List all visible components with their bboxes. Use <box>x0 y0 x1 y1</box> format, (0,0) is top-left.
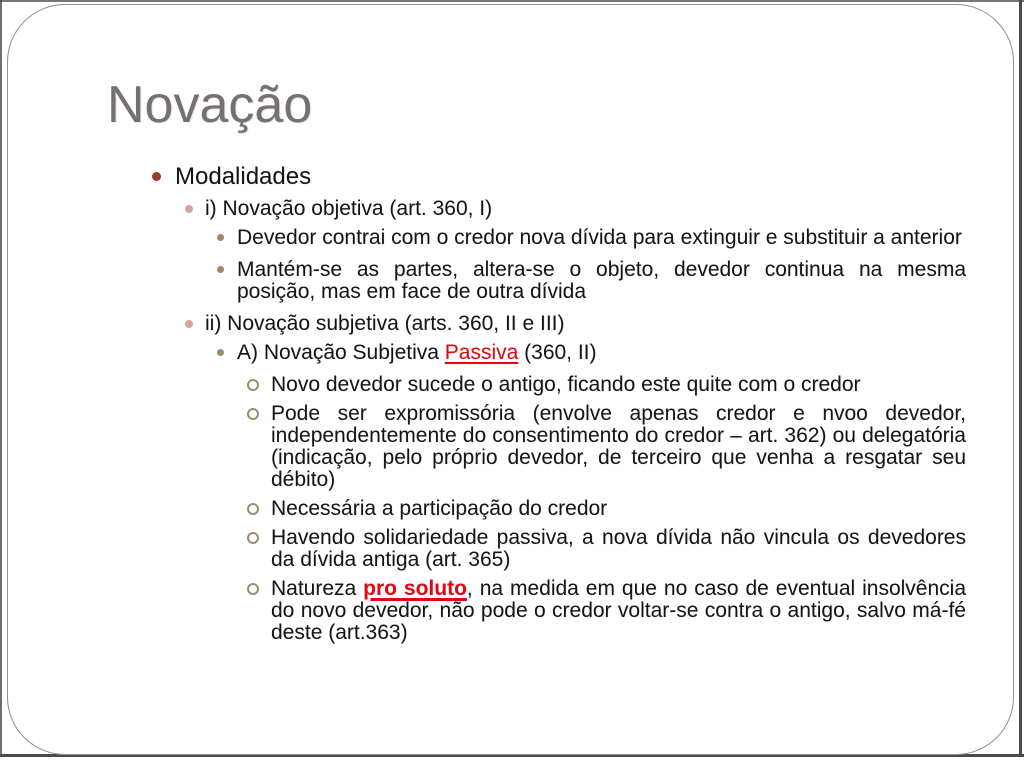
list-item-text: Pode ser expromissória (envolve apenas credor e nvoo devedor, independentemente do consentimento do credor – art. 362) ou delegatória (indicação, pelo próprio devedor, de terceiro que venha a resgatar seu débito) <box>271 402 966 491</box>
list-item <box>140 403 966 491</box>
list-item <box>140 527 966 571</box>
slide-edge-top <box>0 0 1024 2</box>
bullet-icon <box>217 266 224 273</box>
list-item-text: Novo devedor sucede o antigo, ficando este quite com o credor <box>271 373 861 396</box>
list-item-text: Natureza <box>271 577 364 600</box>
circle-bullet-icon <box>247 379 259 391</box>
bullet-icon <box>185 320 193 328</box>
list-item-text: i) Novação objetiva (art. 360, I) <box>205 197 493 220</box>
circle-bullet-icon <box>247 408 259 420</box>
slide-body <box>140 160 966 651</box>
slide-title: Novação <box>107 76 313 134</box>
list-item-text: Devedor contrai com o credor nova dívida para extinguir e substituir a anterior <box>237 226 962 249</box>
list-item <box>140 227 966 249</box>
list-item <box>140 498 966 520</box>
list-item-text: ii) Novação subjetiva (arts. 360, II e III) <box>205 312 565 335</box>
bullet-icon <box>217 349 224 356</box>
slide-edge-bottom <box>0 754 1024 757</box>
list-item <box>140 342 966 364</box>
list-item-text: A) Novação Subjetiva <box>237 341 445 364</box>
slide-edge-right <box>1019 0 1022 756</box>
bullet-icon <box>152 172 161 181</box>
list-item <box>140 578 966 644</box>
list-item <box>140 259 966 303</box>
list-item <box>140 374 966 396</box>
circle-bullet-icon <box>247 532 259 544</box>
list-item-text: Necessária a participação do credor <box>271 497 608 520</box>
circle-bullet-icon <box>247 503 259 515</box>
bullet-icon <box>217 234 224 241</box>
list-item-text: Modalidades <box>175 163 312 190</box>
bullet-icon <box>185 205 193 213</box>
list-item <box>140 163 966 190</box>
list-item <box>140 313 966 335</box>
list-item-text: Havendo solidariedade passiva, a nova dívida não vincula os devedores da dívida antiga (art. 365) <box>271 526 966 571</box>
circle-bullet-icon <box>247 583 259 595</box>
list-item-text: (360, II) <box>518 341 597 364</box>
link-pro-soluto[interactable]: pro soluto <box>363 577 467 600</box>
link-passiva[interactable]: Passiva <box>444 341 519 364</box>
list-item-text: , na medida em que no caso de eventual insolvência do novo devedor, não pode o credor voltar-se contra o antigo, salvo má-fé deste (art.363) <box>271 577 967 644</box>
list-item <box>140 198 966 220</box>
list-item-text: Mantém-se as partes, altera-se o objeto, devedor continua na mesma posição, mas em face de outra dívida <box>237 258 966 303</box>
slide-edge-left <box>0 0 2 756</box>
